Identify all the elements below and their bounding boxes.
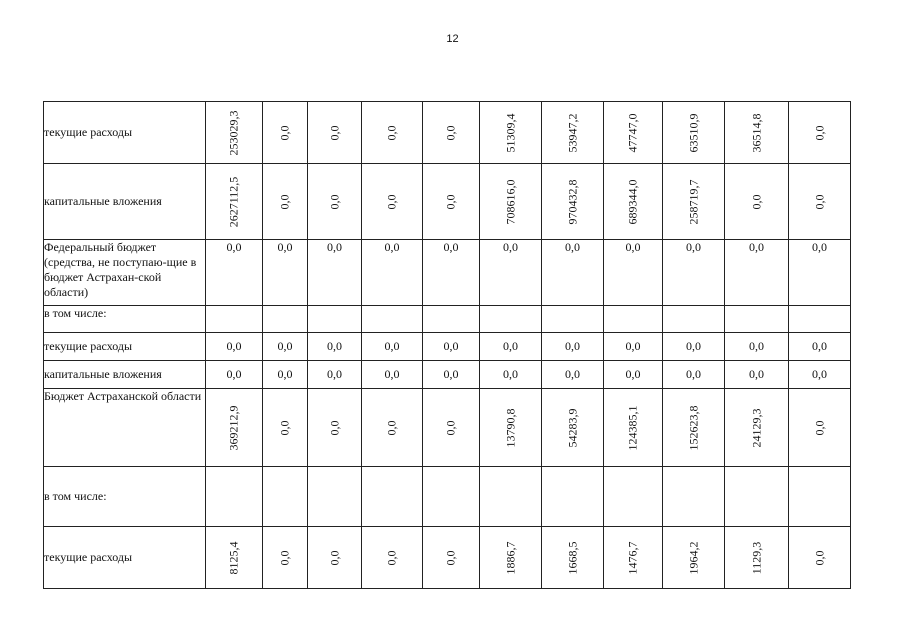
cell-value: 0,0 [327, 194, 341, 209]
cell-value: 0,0 [277, 125, 292, 140]
cell-value: 53947,2 [565, 113, 579, 152]
table-cell [480, 389, 542, 467]
table-cell [542, 164, 604, 240]
table-cell [725, 164, 789, 240]
table-cell [789, 527, 851, 589]
table-cell: 0,0 [308, 361, 362, 389]
table-cell: 0,0 [263, 333, 308, 361]
table-cell [308, 306, 362, 333]
cell-value: 970432,8 [565, 179, 579, 224]
cell-value: 13790,8 [503, 408, 517, 447]
budget-table [43, 101, 851, 589]
cell-value: 8125,4 [226, 541, 241, 574]
table-cell [263, 102, 308, 164]
table-cell [308, 389, 362, 467]
cell-value: 708616,0 [503, 179, 517, 224]
table-cell: 0,0 [663, 333, 725, 361]
table-cell [362, 389, 423, 467]
table-cell [725, 306, 789, 333]
table-cell: 0,0 [206, 361, 263, 389]
table-cell: 0,0 [263, 240, 308, 306]
table-cell [542, 527, 604, 589]
table-row [44, 333, 851, 361]
table-cell [423, 164, 480, 240]
table-cell [604, 467, 663, 527]
table-cell: 0,0 [789, 361, 851, 389]
table-cell: 0,0 [725, 333, 789, 361]
table-cell [725, 389, 789, 467]
row-label: капитальные вложения [44, 361, 206, 389]
cell-value: 0,0 [443, 420, 458, 435]
table-row [44, 527, 851, 589]
table-cell [604, 306, 663, 333]
cell-value: 63510,9 [686, 113, 700, 152]
table-cell [542, 102, 604, 164]
cell-value: 0,0 [749, 194, 763, 209]
cell-value: 0,0 [384, 420, 399, 435]
table-cell: 0,0 [604, 333, 663, 361]
table-cell [480, 164, 542, 240]
cell-value: 258719,7 [686, 179, 700, 224]
row-label: в том числе: [44, 306, 206, 333]
table-cell: 0,0 [263, 361, 308, 389]
cell-value: 152623,8 [686, 405, 700, 450]
table-cell [480, 527, 542, 589]
table-cell [480, 467, 542, 527]
cell-value: 0,0 [277, 420, 292, 435]
table-cell: 0,0 [206, 333, 263, 361]
cell-value: 124385,1 [625, 405, 640, 450]
table-row [44, 306, 851, 333]
table-cell [789, 306, 851, 333]
cell-value: 1668,5 [565, 541, 579, 574]
cell-value: 0,0 [443, 550, 458, 565]
cell-value: 1476,7 [625, 541, 640, 574]
row-label: текущие расходы [44, 333, 206, 361]
cell-value: 253029,3 [226, 110, 241, 155]
table-cell [789, 467, 851, 527]
cell-value: 0,0 [384, 194, 399, 209]
table-cell [663, 527, 725, 589]
table-cell [362, 102, 423, 164]
table-cell [206, 527, 263, 589]
table-cell: 0,0 [663, 240, 725, 306]
table-cell [725, 467, 789, 527]
cell-value: 1129,3 [749, 541, 763, 574]
page-number: 12 [446, 33, 459, 45]
table-cell [206, 389, 263, 467]
table-cell [263, 164, 308, 240]
table-cell [263, 389, 308, 467]
table-row [44, 467, 851, 527]
table-cell [542, 306, 604, 333]
table-cell: 0,0 [308, 240, 362, 306]
table-cell [362, 164, 423, 240]
cell-value: 369212,9 [226, 405, 241, 450]
table-row [44, 361, 851, 389]
cell-value: 54283,9 [565, 408, 579, 447]
cell-value: 0,0 [277, 194, 292, 209]
cell-value: 1886,7 [503, 541, 517, 574]
table-cell: 0,0 [423, 361, 480, 389]
table-cell: 0,0 [308, 333, 362, 361]
table-row [44, 164, 851, 240]
table-cell [725, 527, 789, 589]
row-label: текущие расходы [44, 102, 206, 164]
table-cell: 0,0 [480, 240, 542, 306]
table-cell [604, 164, 663, 240]
table-cell [362, 467, 423, 527]
table-cell [604, 102, 663, 164]
table-cell [308, 164, 362, 240]
cell-value: 0,0 [327, 420, 341, 435]
table-row [44, 389, 851, 467]
cell-value: 0,0 [812, 420, 826, 435]
cell-value: 0,0 [812, 194, 826, 209]
table-cell: 0,0 [362, 240, 423, 306]
table-cell: 0,0 [480, 333, 542, 361]
table-cell [725, 102, 789, 164]
table-cell [423, 102, 480, 164]
table-cell: 0,0 [725, 240, 789, 306]
table-cell [308, 527, 362, 589]
table-cell: 0,0 [604, 240, 663, 306]
cell-value: 51309,4 [503, 113, 517, 152]
row-label: Бюджет Астраханской области [44, 389, 206, 467]
cell-value: 36514,8 [749, 113, 763, 152]
table-cell: 0,0 [362, 361, 423, 389]
table-cell [663, 164, 725, 240]
cell-value: 0,0 [384, 550, 399, 565]
table-cell: 0,0 [604, 361, 663, 389]
table-cell [308, 467, 362, 527]
cell-value: 0,0 [327, 550, 341, 565]
table-cell: 0,0 [725, 361, 789, 389]
table-cell [480, 102, 542, 164]
row-label: текущие расходы [44, 527, 206, 589]
cell-value: 0,0 [812, 125, 826, 140]
table-cell: 0,0 [480, 361, 542, 389]
table-cell [206, 164, 263, 240]
table-cell: 0,0 [663, 361, 725, 389]
table-cell: 0,0 [423, 333, 480, 361]
row-label: Федеральный бюджет (средства, не поступаю-щие в бюджет Астрахан-ской области) [44, 240, 206, 306]
table-cell: 0,0 [362, 333, 423, 361]
table-cell: 0,0 [789, 240, 851, 306]
table-cell [789, 389, 851, 467]
table-cell [423, 527, 480, 589]
row-label: капитальные вложения [44, 164, 206, 240]
table-cell [263, 527, 308, 589]
table-cell [789, 164, 851, 240]
table-cell [362, 306, 423, 333]
table-cell [480, 306, 542, 333]
table-cell [789, 102, 851, 164]
table-row [44, 240, 851, 306]
table-cell [423, 389, 480, 467]
table-cell: 0,0 [542, 240, 604, 306]
cell-value: 0,0 [443, 125, 458, 140]
cell-value: 47747,0 [625, 113, 640, 152]
table-cell [362, 527, 423, 589]
cell-value: 689344,0 [625, 179, 640, 224]
table-row [44, 102, 851, 164]
cell-value: 0,0 [812, 550, 826, 565]
table-cell [663, 389, 725, 467]
table-cell [663, 467, 725, 527]
row-label: в том числе: [44, 467, 206, 527]
table-cell [263, 467, 308, 527]
table-cell [542, 467, 604, 527]
table-cell [423, 306, 480, 333]
table-cell [263, 306, 308, 333]
table-cell [663, 306, 725, 333]
table-cell [206, 467, 263, 527]
cell-value: 0,0 [384, 125, 399, 140]
table-cell [206, 102, 263, 164]
table-cell [542, 389, 604, 467]
table-cell [206, 306, 263, 333]
table-cell [604, 389, 663, 467]
cell-value: 0,0 [443, 194, 458, 209]
cell-value: 0,0 [327, 125, 341, 140]
cell-value: 2627112,5 [226, 176, 241, 227]
table-cell [308, 102, 362, 164]
table-cell: 0,0 [789, 333, 851, 361]
table-cell [663, 102, 725, 164]
table-cell: 0,0 [542, 333, 604, 361]
table-cell: 0,0 [423, 240, 480, 306]
table-cell [423, 467, 480, 527]
cell-value: 1964,2 [686, 541, 700, 574]
cell-value: 0,0 [277, 550, 292, 565]
table-cell: 0,0 [206, 240, 263, 306]
table-cell: 0,0 [542, 361, 604, 389]
cell-value: 24129,3 [749, 408, 763, 447]
table-cell [604, 527, 663, 589]
